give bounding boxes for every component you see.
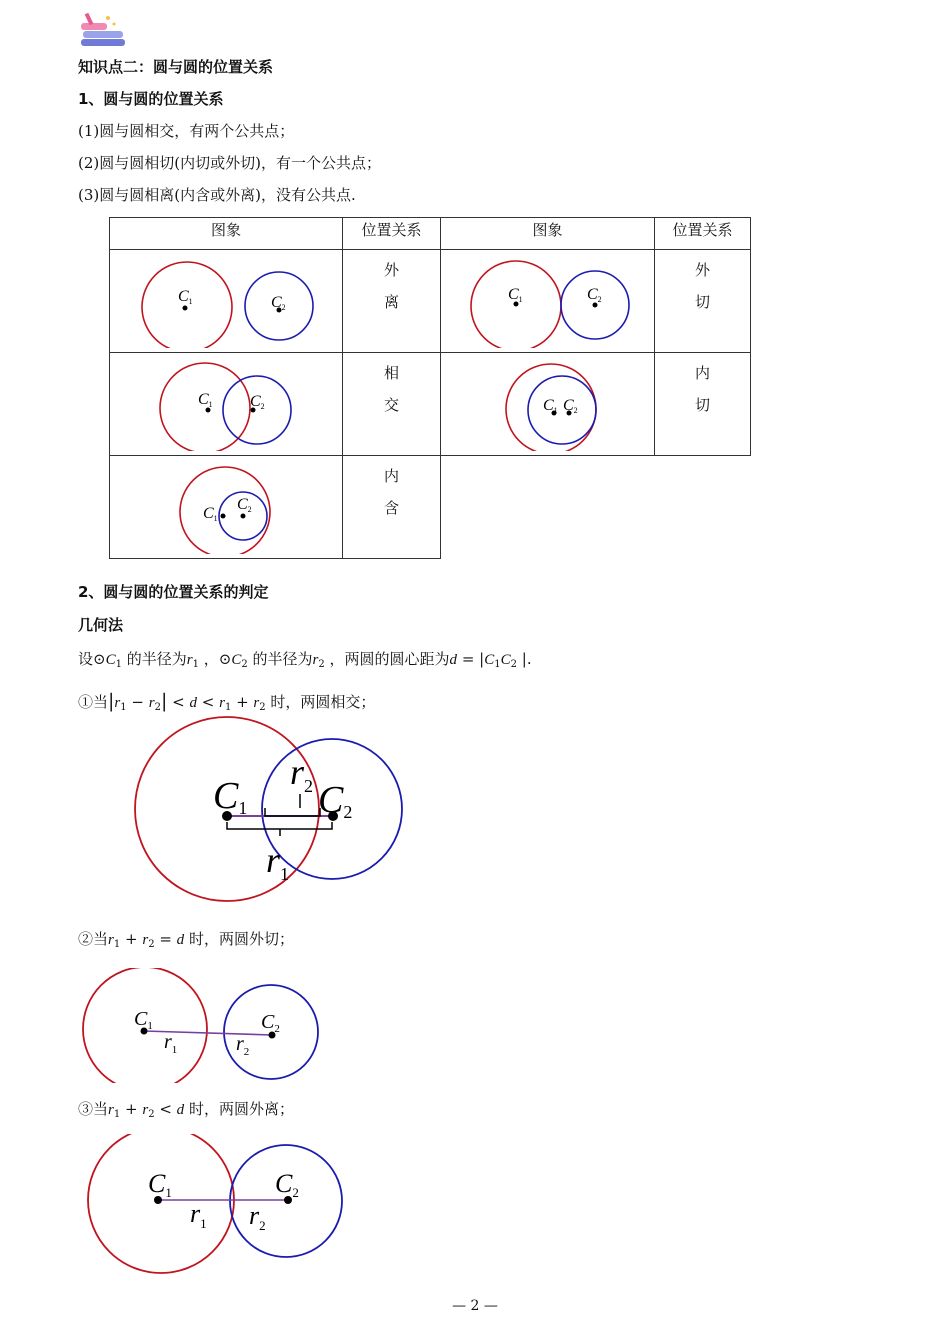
books-icon bbox=[78, 10, 128, 50]
fig-contain bbox=[110, 456, 343, 559]
r2-bracket bbox=[265, 808, 320, 816]
label-c2: C2 bbox=[275, 1169, 299, 1200]
th-image-1: 图象 bbox=[110, 218, 343, 250]
label-c1: C1 bbox=[508, 286, 523, 304]
line-2: (2)圆与圆相切(内切或外切)，有一个公共点； bbox=[78, 154, 381, 172]
circle-c1 bbox=[88, 1134, 234, 1273]
external-tangent-diagram bbox=[78, 968, 338, 1083]
relation-external-tangent: 外 切 bbox=[655, 250, 751, 353]
th-relation-1: 位置关系 bbox=[343, 218, 441, 250]
page-number: — 2 — bbox=[452, 1298, 498, 1314]
method-title: 几何法 bbox=[78, 616, 124, 634]
label-c2: C2 bbox=[587, 286, 602, 304]
case3-line: ③当$r_1 + r_2 < d$ 时，两圆外离； bbox=[78, 1100, 294, 1120]
relation-table bbox=[109, 217, 751, 559]
line-1: (1)圆与圆相交，有两个公共点； bbox=[78, 122, 295, 140]
label-c2: C2 bbox=[318, 779, 353, 822]
label-c2: C2 bbox=[271, 294, 286, 312]
label-c2: C2 bbox=[563, 397, 578, 415]
relation-separate: 外 离 bbox=[343, 250, 441, 353]
table-row bbox=[110, 456, 751, 559]
contained-circles-figure bbox=[110, 456, 342, 554]
label-r1: $r_1$ bbox=[164, 1031, 178, 1056]
separate-circles-figure bbox=[110, 250, 342, 348]
relation-intersect: 相 交 bbox=[343, 353, 441, 456]
table-header-row bbox=[110, 218, 751, 250]
circle-c1 bbox=[180, 467, 270, 554]
relation-contain: 内 含 bbox=[343, 456, 441, 559]
intersect-diagram bbox=[120, 712, 420, 912]
label-c2: C2 bbox=[250, 393, 265, 411]
label-c2: $C_2$ bbox=[261, 1011, 280, 1035]
internal-tangent-figure bbox=[441, 353, 654, 451]
th-relation-2: 位置关系 bbox=[655, 218, 751, 250]
label-r2: $r_2$ bbox=[249, 1201, 266, 1233]
label-r2: $r_2$ bbox=[290, 752, 314, 796]
label-r1: $r_1$ bbox=[190, 1199, 207, 1231]
label-c1: C1 bbox=[178, 288, 193, 306]
setup-line: 设$⊙C_1$ 的半径为$r_1$ ，$⊙C_2$ 的半径为$r_2$ ，两圆的圆心距为$d = |C_1C_2$ |. bbox=[78, 650, 532, 670]
external-tangent-figure bbox=[441, 250, 654, 348]
circle-c1 bbox=[142, 262, 232, 348]
label-c1: C1 bbox=[543, 397, 558, 415]
label-c1: C1 bbox=[213, 775, 248, 818]
fig-internal-tangent bbox=[441, 353, 655, 456]
label-c1: C1 bbox=[198, 391, 213, 409]
th-image-2: 图象 bbox=[441, 218, 655, 250]
label-c1: C1 bbox=[148, 1169, 172, 1200]
label-c1: $C_1$ bbox=[134, 1008, 153, 1032]
label-r2: $r_2$ bbox=[236, 1033, 250, 1058]
header-logo bbox=[78, 10, 128, 50]
relation-internal-tangent: 内 切 bbox=[655, 353, 751, 456]
fig-external-tangent bbox=[441, 250, 655, 353]
section2-title: 2、圆与圆的位置关系的判定 bbox=[78, 583, 269, 601]
page-title: 知识点二：圆与圆的位置关系 bbox=[78, 58, 274, 76]
label-r1: $r_1$ bbox=[266, 840, 290, 884]
label-c1: C1 bbox=[203, 505, 218, 523]
fig-intersect bbox=[110, 353, 343, 456]
case2-line: ②当$r_1 + r_2 = d$ 时，两圆外切； bbox=[78, 930, 294, 950]
separate-diagram bbox=[82, 1134, 352, 1284]
case1-line: ①当$|r_1 - r_2| < d < r_1 + r_2$ 时，两圆相交； bbox=[78, 690, 376, 713]
line-3: (3)圆与圆相离(内含或外离)，没有公共点. bbox=[78, 186, 356, 204]
section1-title: 1、圆与圆的位置关系 bbox=[78, 90, 224, 108]
intersecting-circles-figure bbox=[110, 353, 342, 451]
label-c2: C2 bbox=[237, 496, 252, 514]
circle-c2 bbox=[223, 376, 291, 444]
table-row bbox=[110, 353, 751, 456]
fig-separate bbox=[110, 250, 343, 353]
table-row bbox=[110, 250, 751, 353]
circle-c2 bbox=[528, 376, 596, 444]
